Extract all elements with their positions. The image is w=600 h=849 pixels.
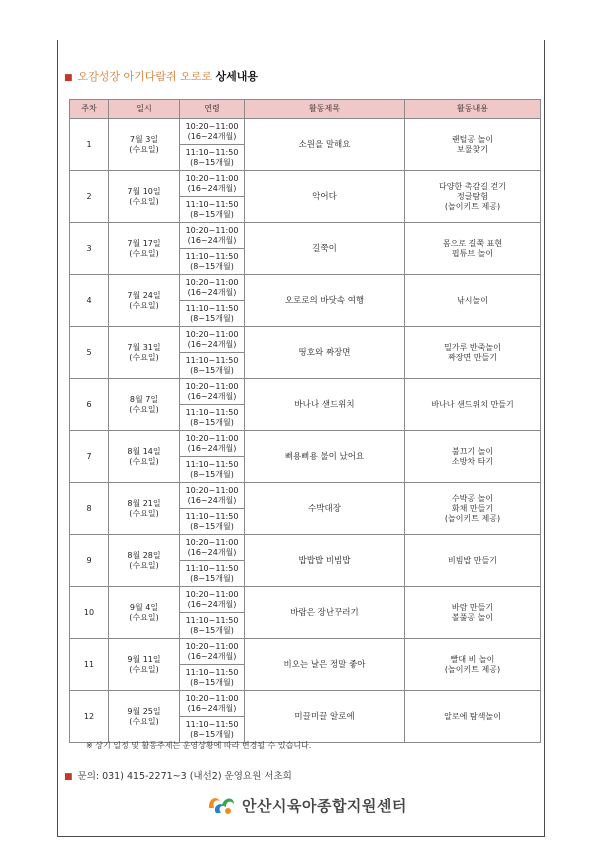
contact-line <box>64 768 292 782</box>
activity-title-cell: 밥밥밥 비빔밥 <box>245 535 405 587</box>
activity-content-cell <box>405 483 541 535</box>
activity-content-line: 랜털공 놀이 <box>451 134 494 144</box>
date-text: 9월 25일 <box>127 706 161 716</box>
table-row <box>70 587 541 613</box>
activity-content-line: 수박공 놀이 <box>451 493 494 503</box>
age-range: (16~24개월) <box>187 651 237 661</box>
bullet-icon: ■ <box>64 772 73 782</box>
age-cell <box>180 431 245 457</box>
date-text: 9월 11일 <box>127 654 161 664</box>
table-row <box>70 431 541 457</box>
age-range: (8~15개월) <box>190 417 234 427</box>
age-range: (8~15개월) <box>190 625 234 635</box>
week-cell: 9 <box>70 535 109 587</box>
age-range: (8~15개월) <box>190 469 234 479</box>
age-time: 10:20~11:00 <box>185 693 239 703</box>
week-cell: 7 <box>70 431 109 483</box>
day-text: (수요일) <box>129 352 159 362</box>
activity-title-cell: 악어다 <box>245 171 405 223</box>
header-age: 연령 <box>180 100 245 119</box>
table-row <box>70 535 541 561</box>
activity-content-cell <box>405 171 541 223</box>
week-cell: 5 <box>70 327 109 379</box>
week-cell: 3 <box>70 223 109 275</box>
header-week: 주차 <box>70 100 109 119</box>
age-cell <box>180 171 245 197</box>
activity-content-cell <box>405 431 541 483</box>
age-cell <box>180 613 245 639</box>
activity-title-cell: 띵호와 짜장면 <box>245 327 405 379</box>
activity-content-line: 볼풀공 놀이 <box>451 612 494 622</box>
activity-content-cell <box>405 119 541 171</box>
activity-content-cell <box>405 223 541 275</box>
schedule-note: ※ 상기 일정 및 활동주제는 운영상황에 따라 변경될 수 있습니다. <box>86 741 312 750</box>
table-row <box>70 171 541 197</box>
day-text: (수요일) <box>129 196 159 206</box>
age-range: (8~15개월) <box>190 261 234 271</box>
age-time: 11:10~11:50 <box>185 303 239 313</box>
table-row <box>70 327 541 353</box>
activity-title-cell: 길쭉이 <box>245 223 405 275</box>
program-title: 오감성장 아기다람쥐 오로로 <box>77 70 213 83</box>
table-row <box>70 691 541 717</box>
age-range: (16~24개월) <box>187 703 237 713</box>
table-row <box>70 119 541 145</box>
activity-content-line: 정글탐험 <box>457 191 488 201</box>
age-cell <box>180 457 245 483</box>
age-time: 10:20~11:00 <box>185 173 239 183</box>
age-range: (16~24개월) <box>187 131 237 141</box>
logo-dot <box>225 808 231 814</box>
date-text: 8월 21일 <box>127 498 161 508</box>
age-time: 11:10~11:50 <box>185 615 239 625</box>
day-text: (수요일) <box>129 404 159 414</box>
age-range: (16~24개월) <box>187 287 237 297</box>
table-row <box>70 379 541 405</box>
age-time: 10:20~11:00 <box>185 381 239 391</box>
age-cell <box>180 509 245 535</box>
age-time: 11:10~11:50 <box>185 563 239 573</box>
age-cell <box>180 145 245 171</box>
age-cell <box>180 327 245 353</box>
activity-content-line: 바람 만들기 <box>451 602 494 612</box>
age-range: (8~15개월) <box>190 729 234 739</box>
week-cell: 2 <box>70 171 109 223</box>
age-cell <box>180 691 245 717</box>
age-cell <box>180 301 245 327</box>
schedule-table <box>69 99 541 743</box>
age-time: 11:10~11:50 <box>185 251 239 261</box>
activity-title-cell: 비오는 날은 정말 좋아 <box>245 639 405 691</box>
date-cell <box>109 587 180 639</box>
header-title: 활동제목 <box>245 100 405 119</box>
age-cell <box>180 535 245 561</box>
age-range: (8~15개월) <box>190 573 234 583</box>
activity-content-line: 알로에 탐색놀이 <box>444 711 501 721</box>
date-cell <box>109 431 180 483</box>
table-row <box>70 223 541 249</box>
date-cell <box>109 275 180 327</box>
age-range: (16~24개월) <box>187 391 237 401</box>
age-cell <box>180 587 245 613</box>
age-cell <box>180 353 245 379</box>
age-time: 11:10~11:50 <box>185 355 239 365</box>
activity-content-line: 낚시놀이 <box>457 295 488 305</box>
week-cell: 6 <box>70 379 109 431</box>
date-cell <box>109 691 180 743</box>
activity-title-cell: 삐용삐용 불이 났어요 <box>245 431 405 483</box>
age-cell <box>180 717 245 743</box>
day-text: (수요일) <box>129 508 159 518</box>
age-cell <box>180 665 245 691</box>
activity-content-cell <box>405 379 541 431</box>
day-text: (수요일) <box>129 664 159 674</box>
date-text: 8월 7일 <box>129 394 159 404</box>
activity-content-cell <box>405 535 541 587</box>
day-text: (수요일) <box>129 612 159 622</box>
age-time: 10:20~11:00 <box>185 329 239 339</box>
age-cell <box>180 379 245 405</box>
activity-content-line: 빨대 비 놀이 <box>450 654 495 664</box>
activity-content-line: 밀가루 반죽놀이 <box>444 342 501 352</box>
activity-content-line: 보물찾기 <box>457 144 488 154</box>
age-range: (8~15개월) <box>190 677 234 687</box>
day-text: (수요일) <box>129 144 159 154</box>
date-cell <box>109 119 180 171</box>
age-range: (16~24개월) <box>187 339 237 349</box>
week-cell: 10 <box>70 587 109 639</box>
logo-icon <box>206 793 236 817</box>
date-text: 7월 24일 <box>127 290 161 300</box>
age-range: (16~24개월) <box>187 547 237 557</box>
week-cell: 1 <box>70 119 109 171</box>
age-time: 11:10~11:50 <box>185 719 239 729</box>
age-time: 11:10~11:50 <box>185 147 239 157</box>
activity-content-cell <box>405 327 541 379</box>
header-date: 일시 <box>109 100 180 119</box>
header-content: 활동내용 <box>405 100 541 119</box>
activity-content-cell <box>405 275 541 327</box>
activity-content-line: (놀이키트 제공) <box>444 201 501 211</box>
activity-title-cell: 바람은 장난꾸러기 <box>245 587 405 639</box>
section-heading <box>64 68 258 84</box>
activity-title-cell: 바나나 샌드위치 <box>245 379 405 431</box>
age-time: 10:20~11:00 <box>185 121 239 131</box>
table-row <box>70 483 541 509</box>
activity-content-line: 몸으로 길쭉 표현 <box>442 238 503 248</box>
week-cell: 8 <box>70 483 109 535</box>
activity-content-line: 소방차 타기 <box>451 456 494 466</box>
date-text: 7월 17일 <box>127 238 161 248</box>
contact-text: 문의: 031) 415-2271~3 (내선2) 운영요원 서초희 <box>77 771 292 782</box>
date-cell <box>109 639 180 691</box>
activity-content-line: (놀이키트 제공) <box>444 513 501 523</box>
age-cell <box>180 223 245 249</box>
age-time: 10:20~11:00 <box>185 485 239 495</box>
day-text: (수요일) <box>129 560 159 570</box>
age-time: 10:20~11:00 <box>185 641 239 651</box>
table-header-row <box>70 100 541 119</box>
logo-text: 안산시육아종합지원센터 <box>242 796 407 815</box>
activity-content-cell <box>405 639 541 691</box>
date-cell <box>109 535 180 587</box>
logo-petal-green <box>222 798 234 807</box>
age-range: (8~15개월) <box>190 209 234 219</box>
table-row <box>70 275 541 301</box>
age-time: 11:10~11:50 <box>185 667 239 677</box>
date-cell <box>109 327 180 379</box>
bullet-icon: ■ <box>64 73 73 83</box>
age-time: 10:20~11:00 <box>185 225 239 235</box>
age-range: (16~24개월) <box>187 443 237 453</box>
age-time: 11:10~11:50 <box>185 407 239 417</box>
age-range: (8~15개월) <box>190 157 234 167</box>
age-time: 11:10~11:50 <box>185 459 239 469</box>
age-time: 10:20~11:00 <box>185 433 239 443</box>
activity-content-line: 짜장면 만들기 <box>448 352 497 362</box>
activity-title-cell: 수박대장 <box>245 483 405 535</box>
activity-title-cell: 소원을 말해요 <box>245 119 405 171</box>
day-text: (수요일) <box>129 716 159 726</box>
age-time: 11:10~11:50 <box>185 511 239 521</box>
age-cell <box>180 249 245 275</box>
day-text: (수요일) <box>129 300 159 310</box>
activity-content-line: 핍튜브 놀이 <box>451 248 494 258</box>
age-cell <box>180 561 245 587</box>
age-cell <box>180 639 245 665</box>
activity-content-cell <box>405 691 541 743</box>
date-text: 7월 10일 <box>127 186 161 196</box>
week-cell: 12 <box>70 691 109 743</box>
date-text: 7월 3일 <box>129 134 159 144</box>
date-cell <box>109 223 180 275</box>
table-row <box>70 639 541 665</box>
age-range: (16~24개월) <box>187 235 237 245</box>
day-text: (수요일) <box>129 456 159 466</box>
date-text: 9월 4일 <box>129 602 159 612</box>
day-text: (수요일) <box>129 248 159 258</box>
activity-content-line: 다양한 촉감길 걷기 <box>439 181 506 191</box>
age-time: 11:10~11:50 <box>185 199 239 209</box>
age-time: 10:20~11:00 <box>185 277 239 287</box>
date-cell <box>109 171 180 223</box>
age-range: (16~24개월) <box>187 495 237 505</box>
center-logo <box>206 793 407 817</box>
date-cell <box>109 483 180 535</box>
date-cell <box>109 379 180 431</box>
activity-content-line: 불끄기 놀이 <box>451 446 494 456</box>
logo-petal-blue <box>215 804 224 813</box>
week-cell: 4 <box>70 275 109 327</box>
age-cell <box>180 275 245 301</box>
activity-title-cell: 오로로의 바닷속 여행 <box>245 275 405 327</box>
age-cell <box>180 405 245 431</box>
date-text: 7월 31일 <box>127 342 161 352</box>
age-range: (8~15개월) <box>190 365 234 375</box>
age-range: (8~15개월) <box>190 313 234 323</box>
age-cell <box>180 483 245 509</box>
detail-label: 상세내용 <box>215 70 259 83</box>
week-cell: 11 <box>70 639 109 691</box>
activity-content-line: 비빔밥 만들기 <box>448 555 497 565</box>
activity-content-line: (놀이키트 제공) <box>444 664 501 674</box>
activity-content-line: 화채 만들기 <box>451 503 494 513</box>
activity-content-line: 바나나 샌드위치 만들기 <box>431 399 514 409</box>
age-time: 10:20~11:00 <box>185 589 239 599</box>
age-time: 10:20~11:00 <box>185 537 239 547</box>
date-text: 8월 28일 <box>127 550 161 560</box>
activity-content-cell <box>405 587 541 639</box>
table-body <box>70 119 541 743</box>
age-range: (16~24개월) <box>187 599 237 609</box>
activity-title-cell: 미끌미끌 알로에 <box>245 691 405 743</box>
age-cell <box>180 119 245 145</box>
age-range: (8~15개월) <box>190 521 234 531</box>
age-range: (16~24개월) <box>187 183 237 193</box>
date-text: 8월 14일 <box>127 446 161 456</box>
age-cell <box>180 197 245 223</box>
